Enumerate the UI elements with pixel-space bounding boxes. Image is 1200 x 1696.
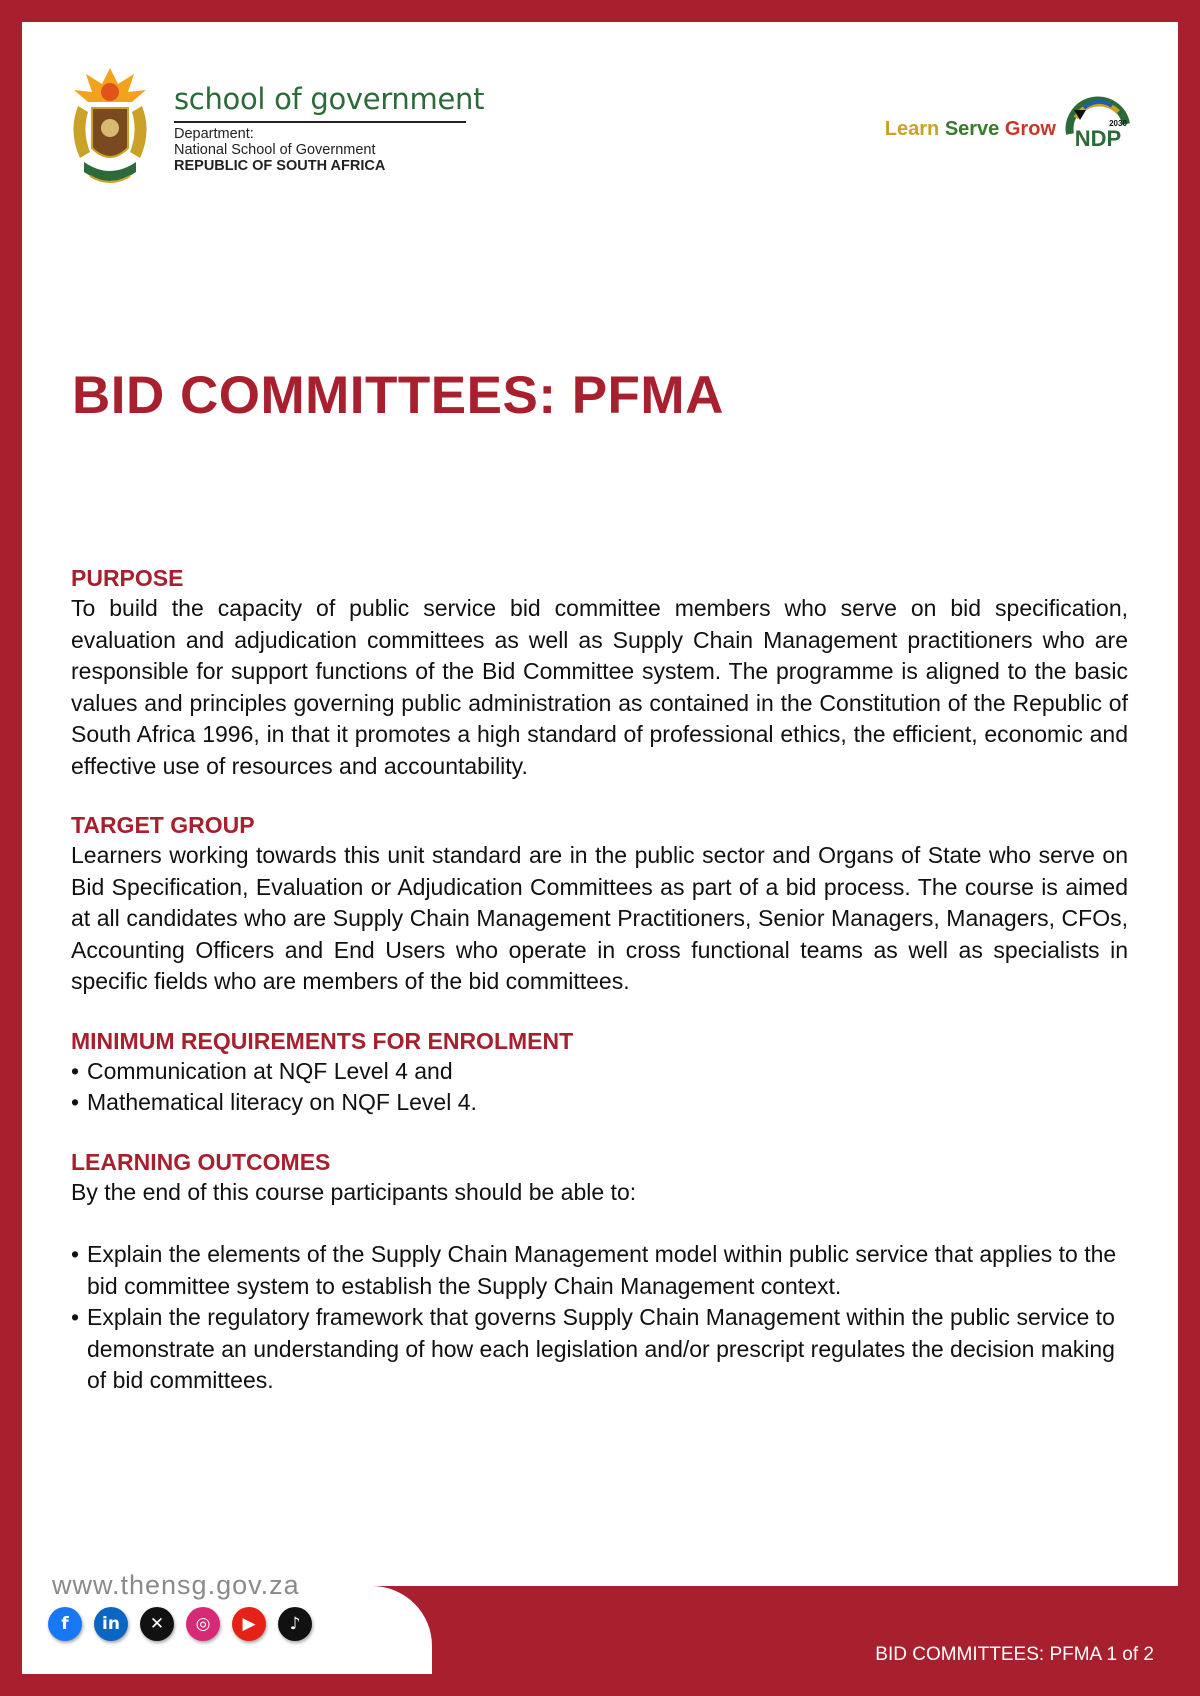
min-requirements-heading: MINIMUM REQUIREMENTS FOR ENROLMENT [71,1027,574,1054]
list-item: • Explain the regulatory framework that governs Supply Chain Management within the public service to demonstrate an understanding of how each legislation and/or prescript regulates the decision making of bid committees. [71,1302,1128,1397]
learning-outcomes-section [71,1147,1128,1397]
target-group-text: Learners working towards this unit standard are in the public sector and Organs of State who serve on Bid Specification, Evaluation or Adjudication Committees as part of a bid process. The course is aimed at all candidates who are Supply Chain Management Practitioners, Senior Managers, Managers, CFOs, Accounting Officers and End Users who operate in cross functional teams as well as specialists in specific fields who are members of the bid committees. [71,842,1128,994]
list-item: • Communication at NQF Level 4 and [71,1056,1128,1088]
learning-outcomes-intro: By the end of this course participants should be able to: [71,1178,637,1205]
social-icons [48,1607,312,1641]
learning-outcomes-list [71,1239,1128,1397]
ndp-year: 2030 [1109,119,1127,128]
tagline [885,118,1056,141]
tagline-learn: Learn [884,118,940,140]
ndp-logo-text: NDP [1074,126,1122,151]
department-block [174,126,385,174]
purpose-section [71,563,1128,782]
spacer [71,1208,1128,1239]
department-name: National School of Government [174,142,376,158]
org-title: school of government [174,82,485,116]
list-item: • Explain the elements of the Supply Chain Management model within public service that applies to the bid committee system to establish the Supply Chain Management context. [71,1239,1128,1302]
youtube-icon[interactable]: ▶ [232,1607,266,1641]
list-item: • Mathematical literacy on NQF Level 4. [71,1087,1128,1119]
page-title: BID COMMITTEES: PFMA [72,366,724,425]
document-page [22,22,1178,1674]
x-icon[interactable]: ✕ [140,1607,174,1641]
tagline-grow: Grow [1004,118,1056,140]
facebook-icon[interactable]: f [48,1607,82,1641]
min-requirements-section [71,1026,1128,1119]
coat-of-arms-logo [60,62,160,202]
purpose-text: To build the capacity of public service bid committee members who serve on bid specification, evaluation and adjudication committees as well as Supply Chain Management practitioners who are responsible for support functions of the Bid Committee system. The programme is aligned to the basic values and principles governing public administration as contained in the Constitution of the Republic of South Africa 1996, in that it promotes a high standard of professional ethics, the efficient, economic and effective use of resources and accountability. [71,595,1128,779]
min-requirements-list [71,1056,1128,1119]
linkedin-icon[interactable]: in [94,1607,128,1641]
purpose-heading: PURPOSE [71,565,184,591]
country-name: REPUBLIC OF SOUTH AFRICA [174,158,386,174]
target-group-section [71,810,1128,998]
footer-page-label: BID COMMITTEES: PFMA 1 of 2 [875,1644,1154,1665]
website-link[interactable]: www.thensg.gov.za [52,1570,300,1600]
learning-outcomes-heading: LEARNING OUTCOMES [71,1148,331,1175]
ndp-logo [1062,94,1134,166]
tagline-serve: Serve [944,118,1000,140]
department-label: Department: [174,126,254,142]
tiktok-icon[interactable]: ♪ [278,1607,312,1641]
instagram-icon[interactable]: ◎ [186,1607,220,1641]
org-title-rule [174,121,466,123]
target-group-heading: TARGET GROUP [71,812,255,838]
content-body [71,563,1128,1425]
